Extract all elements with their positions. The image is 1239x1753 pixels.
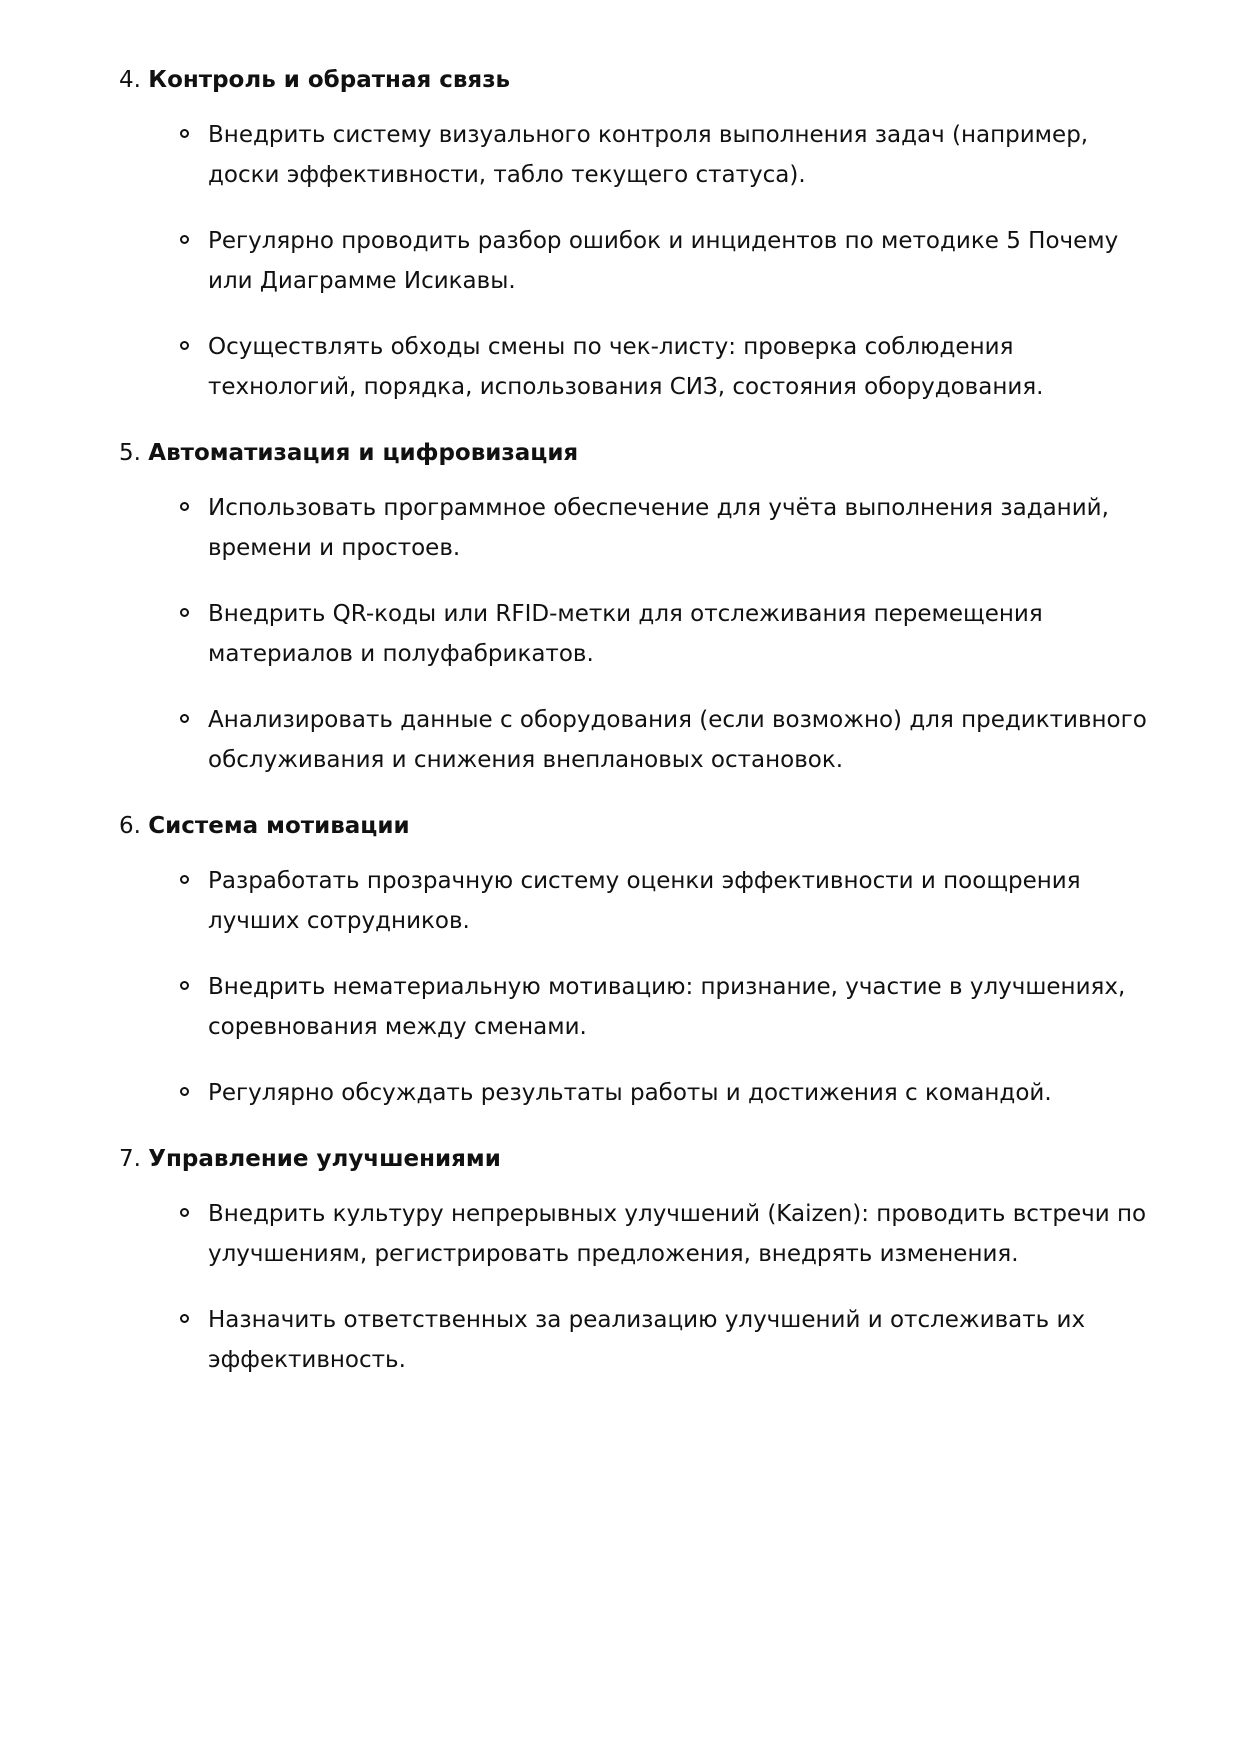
list-item xyxy=(119,700,1159,780)
section-number: 6. xyxy=(119,813,141,839)
section-automation-digitalization xyxy=(119,433,1147,780)
hollow-circle-bullet-icon xyxy=(180,1208,189,1217)
list-item-text: Использовать программное обеспечение для учёта выполнения заданий, времени и простоев. xyxy=(208,495,1109,561)
list-item xyxy=(119,327,1159,407)
section-improvement-management xyxy=(119,1139,1147,1380)
section-heading xyxy=(119,806,1139,846)
section-title: Управление улучшениями xyxy=(148,1146,501,1172)
section-number: 5. xyxy=(119,440,141,466)
section-control-feedback xyxy=(119,60,1139,407)
list-item xyxy=(119,1194,1159,1274)
list-item-text: Анализировать данные с оборудования (если возможно) для предиктивного обслуживания и снижения внеплановых остановок. xyxy=(208,707,1147,773)
section-title: Система мотивации xyxy=(148,813,410,839)
list-item-text: Регулярно проводить разбор ошибок и инцидентов по методике 5 Почему или Диаграмме Исикавы. xyxy=(208,228,1119,294)
hollow-circle-bullet-icon xyxy=(180,714,189,723)
bullet-list xyxy=(119,488,1147,780)
list-item xyxy=(119,861,1159,941)
list-item xyxy=(119,594,1159,674)
bullet-list xyxy=(119,1194,1147,1380)
list-item-text: Назначить ответственных за реализацию улучшений и отслеживать их эффективность. xyxy=(208,1307,1086,1373)
bullet-list xyxy=(119,861,1139,1113)
list-item-text: Внедрить QR-коды или RFID-метки для отслеживания перемещения материалов и полуфабрикатов. xyxy=(208,601,1043,667)
section-number: 7. xyxy=(119,1146,141,1172)
section-motivation-system xyxy=(119,806,1139,1113)
list-item xyxy=(119,1073,1159,1113)
hollow-circle-bullet-icon xyxy=(180,1314,189,1323)
section-title: Автоматизация и цифровизация xyxy=(148,440,579,466)
list-item xyxy=(119,488,1159,568)
hollow-circle-bullet-icon xyxy=(180,1087,189,1096)
list-item-text: Разработать прозрачную систему оценки эффективности и поощрения лучших сотрудников. xyxy=(208,868,1081,934)
list-item-text: Внедрить культуру непрерывных улучшений (Kaizen): проводить встречи по улучшениям, регистрировать предложения, внедрять изменения. xyxy=(208,1201,1147,1267)
section-heading xyxy=(119,60,1139,100)
list-item xyxy=(119,967,1159,1047)
section-number: 4. xyxy=(119,67,141,93)
hollow-circle-bullet-icon xyxy=(180,875,189,884)
section-heading xyxy=(119,1139,1139,1179)
hollow-circle-bullet-icon xyxy=(180,129,189,138)
hollow-circle-bullet-icon xyxy=(180,341,189,350)
list-item xyxy=(119,115,1159,195)
list-item-text: Регулярно обсуждать результаты работы и достижения с командой. xyxy=(208,1080,1052,1106)
section-title: Контроль и обратная связь xyxy=(148,67,511,93)
list-item xyxy=(119,1300,1159,1380)
section-heading xyxy=(119,433,1139,473)
bullet-list xyxy=(119,115,1139,407)
list-item xyxy=(119,221,1159,301)
list-item-text: Внедрить нематериальную мотивацию: признание, участие в улучшениях, соревнования между сменами. xyxy=(208,974,1126,1040)
list-item-text: Внедрить систему визуального контроля выполнения задач (например, доски эффективности, табло текущего статуса). xyxy=(208,122,1089,188)
hollow-circle-bullet-icon xyxy=(180,981,189,990)
hollow-circle-bullet-icon xyxy=(180,235,189,244)
list-item-text: Осуществлять обходы смены по чек-листу: проверка соблюдения технологий, порядка, использования СИЗ, состояния оборудования. xyxy=(208,334,1044,400)
hollow-circle-bullet-icon xyxy=(180,608,189,617)
hollow-circle-bullet-icon xyxy=(180,502,189,511)
